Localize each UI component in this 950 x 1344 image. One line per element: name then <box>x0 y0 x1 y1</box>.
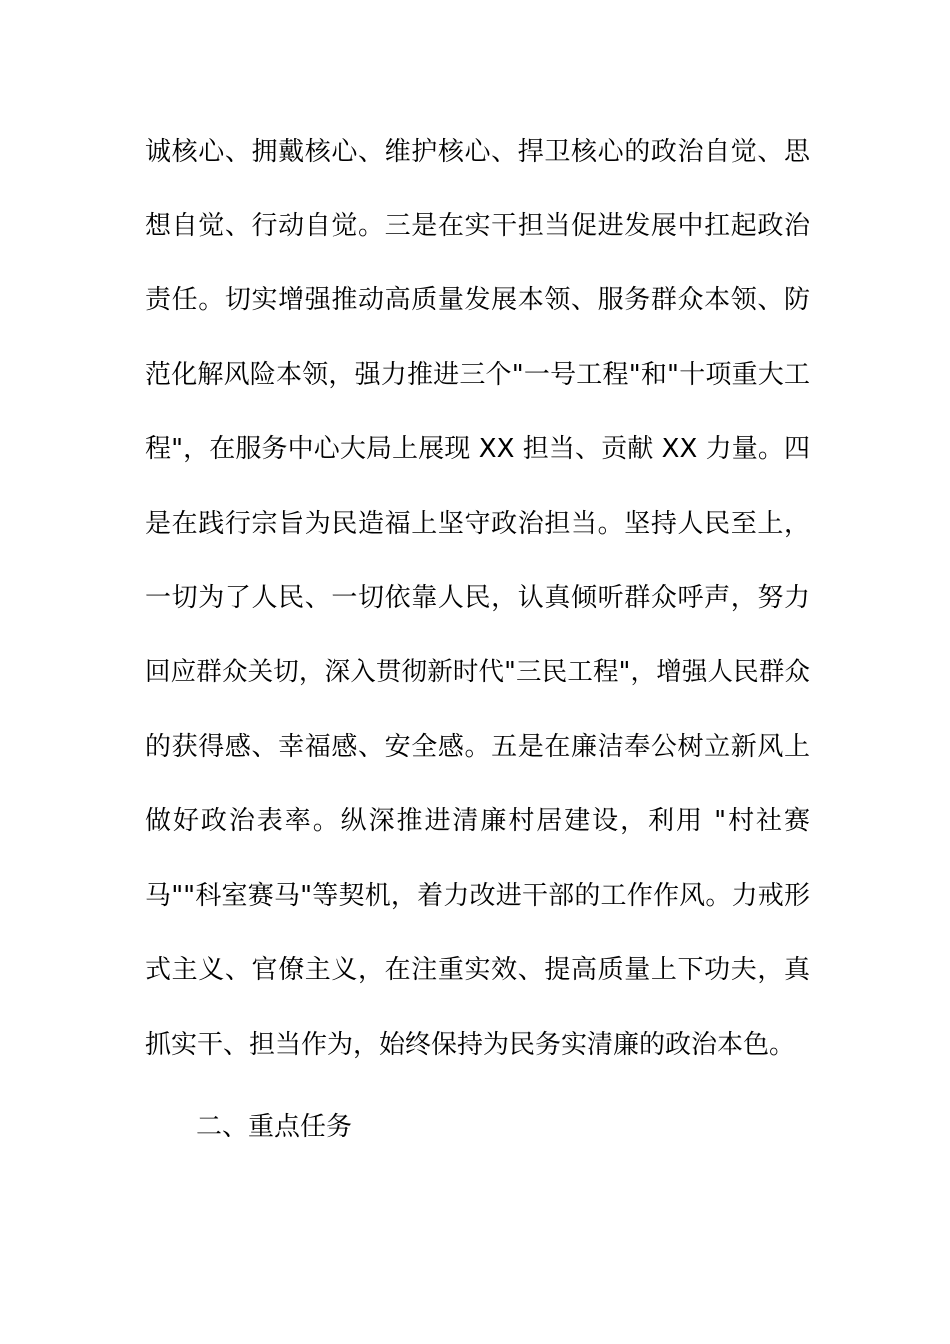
paragraph-line-4: 范化解风险本领，强力推进三个"一号工程"和"十项重大工 <box>145 360 810 390</box>
paragraph-line-10: 做好政治表率。纵深推进清廉村居建设，利用 "村社赛 <box>145 806 810 836</box>
paragraph-line-8: 回应群众关切，深入贯彻新时代"三民工程"，增强人民群众 <box>145 657 810 687</box>
paragraph-line-3: 责任。切实增强推动高质量发展本领、服务群众本领、防 <box>145 285 810 315</box>
paragraph-line-9: 的获得感、幸福感、安全感。五是在廉洁奉公树立新风上 <box>145 732 810 762</box>
paragraph-line-6: 是在践行宗旨为民造福上坚守政治担当。坚持人民至上， <box>145 509 810 539</box>
paragraph-line-7: 一切为了人民、一切依靠人民，认真倾听群众呼声，努力 <box>145 583 810 613</box>
paragraph-line-2: 想自觉、行动自觉。三是在实干担当促进发展中扛起政治 <box>145 211 810 241</box>
paragraph-line-1: 诚核心、拥戴核心、维护核心、捍卫核心的政治自觉、思 <box>145 137 810 167</box>
paragraph-line-11: 马""科室赛马"等契机，着力改进干部的工作作风。力戒形 <box>145 881 810 911</box>
paragraph-line-13: 抓实干、担当作为，始终保持为民务实清廉的政治本色。 <box>145 1030 796 1060</box>
paragraph-line-5: 程"，在服务中心大局上展现 XX 担当、贡献 XX 力量。四 <box>145 434 810 464</box>
section-heading: 二、重点任务 <box>196 1112 353 1142</box>
paragraph-line-12: 式主义、官僚主义，在注重实效、提高质量上下功夫，真 <box>145 955 810 985</box>
